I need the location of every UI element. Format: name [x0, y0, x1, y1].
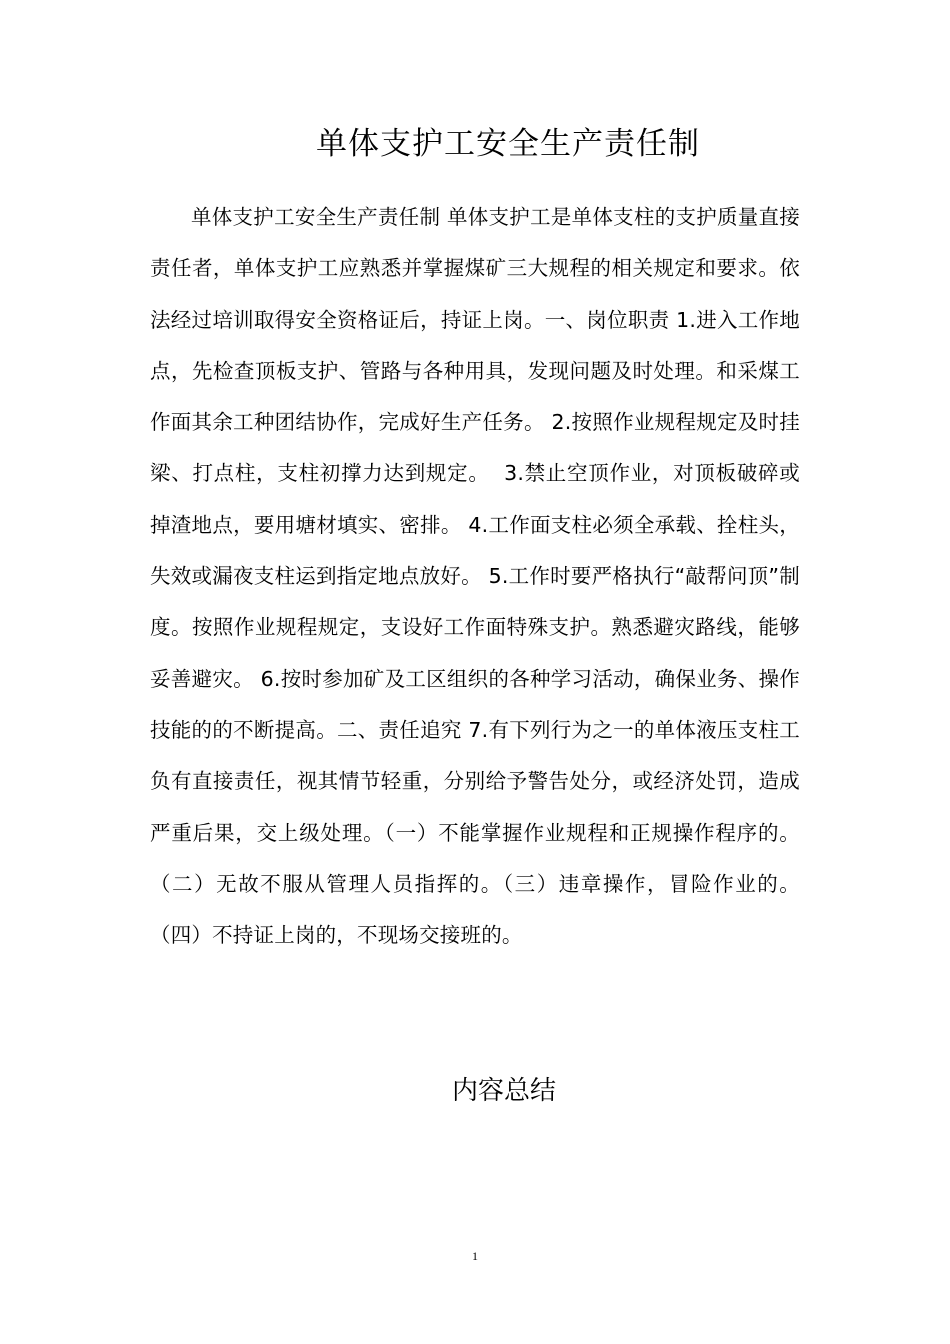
- document-title: 单体支护工安全生产责任制: [316, 126, 700, 162]
- document-body-paragraph: 单体支护工安全生产责任制 单体支护工是单体支柱的支护质量直接责任者，单体支护工应熟悉并掌握煤矿三大规程的相关规定和要求。依法经过培训取得安全资格证后，持证上岗。一、岗位职责 1.进入工作地点，先检查顶板支护、管路与各种用具，发现问题及时处理。和采煤工作面其余工种团结协作，完成好生产任务。 2.按照作业规程规定及时挂梁、打点柱，支柱初撑力达到规定。 3.禁止空顶作业，对顶板破碎或掉渣地点，要用塘材填实、密排。 4.工作面支柱必须全承载、拴柱头，失效或漏夜支柱运到指定地点放好。 5.工作时要严格执行“敲帮问顶”制度。按照作业规程规定，支设好工作面特殊支护。熟悉避灾路线，能够妥善避灾。 6.按时参加矿及工区组织的各种学习活动，确保业务、操作技能的的不断提高。二、责任追究 7.有下列行为之一的单体液压支柱工负有直接责任，视其情节轻重，分别给予警告处分，或经济处罚，造成严重后果，交上级处理。（一）不能掌握作业规程和正规操作程序的。（二）无故不服从管理人员指挥的。（三）违章操作，冒险作业的。（四）不持证上岗的，不现场交接班的。: [150, 205, 800, 948]
- page-number: 1: [472, 1249, 478, 1263]
- summary-heading: 内容总结: [451, 1076, 556, 1106]
